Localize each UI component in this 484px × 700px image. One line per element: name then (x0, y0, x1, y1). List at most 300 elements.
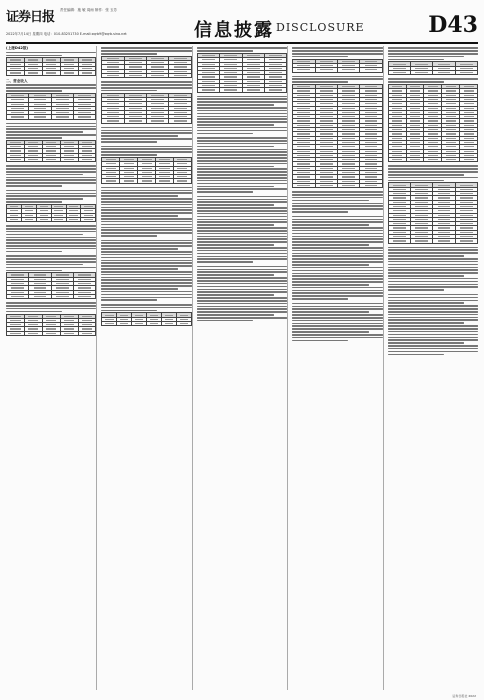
table-cell (388, 239, 410, 243)
article-columns (6, 46, 478, 690)
cell-text (460, 206, 473, 207)
text-line (388, 331, 478, 333)
text-line (101, 141, 157, 143)
table-cell (124, 73, 146, 77)
cell-text (25, 206, 33, 207)
text-line (197, 224, 274, 226)
text-line (292, 278, 382, 280)
cell-text (54, 210, 62, 211)
cell-text (365, 116, 378, 117)
cell-text (320, 185, 333, 186)
cell-text (297, 138, 310, 139)
cell-text (202, 64, 215, 65)
text-line (197, 157, 287, 159)
cell-text (392, 146, 402, 147)
table-row (102, 322, 191, 326)
text-line (388, 348, 478, 350)
cell-text (34, 108, 47, 109)
cell-text (46, 59, 56, 60)
cell-text (415, 215, 428, 216)
cell-text (428, 116, 438, 117)
cell-text (415, 64, 428, 65)
cell-text (320, 99, 333, 100)
cell-text (297, 86, 310, 87)
text-line (197, 320, 253, 322)
cell-text (151, 62, 164, 63)
text-line (101, 192, 191, 194)
cell-text (120, 315, 128, 316)
text-line (197, 280, 287, 282)
cell-text (269, 81, 282, 82)
data-table (6, 204, 96, 222)
cell-text (64, 155, 74, 156)
cell-text (247, 68, 260, 69)
text-line (6, 231, 96, 233)
cell-text (410, 116, 420, 117)
text-line (388, 50, 478, 52)
text-line (197, 130, 287, 132)
text-line (101, 227, 191, 229)
cell-text (129, 120, 142, 121)
text-line (101, 135, 178, 137)
text-line (388, 322, 465, 324)
table-cell (102, 179, 120, 183)
text-line (197, 256, 287, 258)
cell-text (320, 159, 333, 160)
cell-text (415, 227, 428, 228)
table-cell (7, 71, 25, 75)
text-line (197, 191, 253, 193)
cell-text (165, 319, 173, 320)
text-line (197, 118, 287, 120)
text-line (101, 242, 191, 244)
cell-text (129, 66, 142, 67)
cell-text (177, 176, 187, 177)
cell-text (129, 95, 142, 96)
cell-text (10, 155, 20, 156)
cell-text (365, 61, 378, 62)
table-row (102, 179, 191, 183)
cell-text (392, 120, 402, 121)
data-table (388, 84, 478, 162)
cell-text (25, 210, 33, 211)
cell-text (464, 142, 474, 143)
cell-text (34, 287, 47, 288)
cell-text (78, 287, 91, 288)
table-cell (161, 322, 176, 326)
text-line (292, 314, 382, 316)
cell-text (150, 319, 158, 320)
cell-text (460, 197, 473, 198)
text-line (292, 227, 382, 229)
text-line (6, 182, 96, 184)
article-block (197, 47, 287, 92)
cell-text (438, 202, 451, 203)
text-line (6, 201, 62, 203)
cell-text (129, 103, 142, 104)
cell-text (174, 95, 187, 96)
table-cell (406, 158, 424, 162)
cell-text (180, 323, 188, 324)
cell-text (446, 125, 456, 126)
cell-text (247, 55, 260, 56)
text-line (6, 237, 96, 239)
text-line (292, 197, 382, 199)
table-cell (7, 331, 25, 335)
table-cell (102, 73, 124, 77)
cell-text (460, 72, 473, 73)
cell-text (56, 274, 69, 275)
cell-text (365, 133, 378, 134)
cell-text (78, 108, 91, 109)
text-line (6, 242, 96, 244)
cell-text (392, 142, 402, 143)
text-line (197, 101, 287, 103)
text-line (197, 186, 274, 188)
cell-text (365, 168, 378, 169)
block-title: (上接D42版) (6, 46, 29, 50)
text-line (101, 260, 191, 262)
cell-text (410, 142, 420, 143)
text-line (292, 216, 382, 218)
table-cell (410, 239, 432, 243)
cell-text (464, 133, 474, 134)
text-line (6, 123, 96, 125)
column-1 (6, 46, 97, 690)
text-line (292, 230, 382, 232)
cell-text (393, 223, 406, 224)
cell-text (415, 202, 428, 203)
cell-text (107, 75, 120, 76)
text-line (197, 113, 287, 115)
data-table (6, 314, 96, 336)
cell-text (174, 108, 187, 109)
text-line (197, 166, 274, 168)
cell-text (438, 223, 451, 224)
cell-text (247, 81, 260, 82)
cell-text (34, 104, 47, 105)
text-line (101, 265, 191, 267)
article-block (101, 304, 191, 326)
text-line (197, 107, 287, 109)
cell-text (174, 116, 187, 117)
table-cell (455, 239, 477, 243)
text-line (197, 213, 287, 215)
cell-text (46, 150, 56, 151)
cell-text (297, 120, 310, 121)
text-line (292, 244, 369, 246)
cell-text (393, 185, 406, 186)
cell-text (392, 99, 402, 100)
cell-text (428, 112, 438, 113)
text-line (101, 268, 178, 270)
text-line (388, 174, 465, 176)
table-cell (169, 73, 191, 77)
cell-text (64, 324, 74, 325)
table-cell (293, 68, 315, 72)
cell-text (78, 116, 91, 117)
cell-text (107, 71, 120, 72)
cell-text (159, 163, 169, 164)
text-line (197, 160, 287, 162)
cell-text (84, 210, 92, 211)
cell-text (150, 315, 158, 316)
cell-text (342, 151, 355, 152)
text-line (197, 104, 274, 106)
cell-text (247, 76, 260, 77)
cell-text (28, 150, 38, 151)
cell-text (151, 103, 164, 104)
cell-text (151, 99, 164, 100)
cell-text (460, 64, 473, 65)
table-row (388, 71, 477, 75)
cell-text (410, 155, 420, 156)
article-block (101, 146, 191, 184)
cell-text (247, 64, 260, 65)
table-cell (337, 68, 359, 72)
table-cell (388, 158, 406, 162)
text-line (388, 249, 478, 251)
cell-text (46, 159, 56, 160)
cell-text (393, 240, 406, 241)
table-cell (147, 322, 162, 326)
cell-text (392, 129, 402, 130)
text-line (292, 241, 382, 243)
text-line (101, 235, 157, 237)
cell-text (78, 283, 91, 284)
cell-text (438, 64, 451, 65)
text-line (101, 248, 178, 250)
cell-text (393, 232, 406, 233)
cell-text (320, 146, 333, 147)
cell-text (320, 86, 333, 87)
text-line (388, 255, 465, 257)
text-line (101, 201, 191, 203)
cell-text (297, 116, 310, 117)
text-line (197, 303, 287, 305)
column-2 (101, 46, 192, 690)
text-line (197, 174, 287, 176)
cell-text (393, 227, 406, 228)
cell-text (46, 146, 56, 147)
cell-text (460, 215, 473, 216)
table-cell (60, 331, 78, 335)
cell-text (415, 197, 428, 198)
cell-text (124, 163, 134, 164)
text-line (388, 354, 444, 356)
table-cell (455, 71, 477, 75)
cell-text (438, 227, 451, 228)
cell-text (106, 176, 116, 177)
text-line (197, 283, 287, 285)
cell-text (34, 274, 47, 275)
text-line (6, 245, 96, 247)
cell-text (269, 72, 282, 73)
text-line (197, 180, 287, 182)
cell-text (10, 324, 20, 325)
cell-text (10, 59, 20, 60)
cell-text (64, 328, 74, 329)
text-line (101, 146, 191, 148)
cell-text (410, 103, 420, 104)
cell-text (129, 58, 142, 59)
cell-text (342, 120, 355, 121)
cell-text (460, 68, 473, 69)
cell-text (297, 90, 310, 91)
cell-text (365, 142, 378, 143)
cell-text (11, 296, 24, 297)
cell-text (46, 328, 56, 329)
table-cell (29, 294, 51, 298)
cell-text (34, 116, 47, 117)
cell-text (365, 103, 378, 104)
text-line (197, 241, 287, 243)
article-block (6, 255, 96, 299)
cell-text (129, 112, 142, 113)
text-line (101, 198, 191, 200)
cell-text (159, 172, 169, 173)
cell-text (438, 189, 451, 190)
text-line (197, 266, 287, 268)
data-table (388, 182, 478, 243)
text-line (292, 306, 382, 308)
article-block (292, 191, 382, 213)
cell-text (28, 159, 38, 160)
text-line (101, 209, 191, 211)
cell-text (82, 64, 92, 65)
cell-text (46, 316, 56, 317)
text-line (6, 228, 96, 230)
text-line (292, 194, 382, 196)
article-block (292, 76, 382, 189)
cell-text (320, 181, 333, 182)
cell-text (135, 323, 143, 324)
cell-text (224, 85, 237, 86)
cell-text (392, 116, 402, 117)
article-block (6, 302, 96, 336)
cell-text (11, 283, 24, 284)
text-line (388, 314, 478, 316)
cell-text (11, 99, 24, 100)
cell-text (34, 292, 47, 293)
text-line (292, 284, 369, 286)
text-line (197, 171, 287, 173)
cell-text (428, 142, 438, 143)
data-table (6, 272, 96, 299)
text-line (197, 286, 287, 288)
cell-text (446, 138, 456, 139)
text-line (292, 200, 369, 202)
cell-text (464, 155, 474, 156)
text-line (197, 289, 287, 291)
cell-text (320, 168, 333, 169)
cell-text (151, 58, 164, 59)
cell-text (106, 159, 116, 160)
cell-text (84, 219, 92, 220)
cell-text (297, 142, 310, 143)
table-row (7, 217, 96, 221)
text-line (388, 47, 478, 49)
cell-text (120, 323, 128, 324)
text-line (101, 148, 191, 150)
text-line (6, 177, 96, 179)
cell-text (82, 146, 92, 147)
text-line (6, 198, 83, 200)
cell-text (177, 159, 187, 160)
text-line (101, 204, 191, 206)
cell-text (446, 86, 456, 87)
cell-text (202, 59, 215, 60)
cell-text (410, 159, 420, 160)
text-line (101, 151, 191, 153)
text-line (292, 211, 348, 213)
cell-text (446, 155, 456, 156)
cell-text (297, 99, 310, 100)
text-line (388, 289, 444, 291)
cell-text (202, 72, 215, 73)
text-line (292, 78, 382, 80)
data-table (101, 157, 191, 184)
text-line (101, 130, 191, 132)
text-line (388, 317, 478, 319)
text-line (197, 308, 287, 310)
text-line (6, 267, 96, 269)
cell-text (107, 62, 120, 63)
cell-text (56, 116, 69, 117)
table-cell (24, 71, 42, 75)
cell-text (297, 61, 310, 62)
cell-text (78, 112, 91, 113)
table-row (293, 68, 382, 72)
cell-text (460, 185, 473, 186)
text-line (6, 308, 96, 310)
text-line (101, 132, 191, 134)
text-line (197, 204, 274, 206)
cell-text (107, 99, 120, 100)
article-block (101, 127, 191, 143)
cell-text (428, 90, 438, 91)
cell-text (129, 75, 142, 76)
cell-text (365, 90, 378, 91)
cell-text (464, 129, 474, 130)
data-table (6, 57, 96, 75)
cell-text (106, 180, 116, 181)
text-line (101, 307, 191, 309)
cell-text (56, 279, 69, 280)
text-line (101, 154, 157, 156)
text-line (292, 308, 382, 310)
cell-text (342, 172, 355, 173)
cell-text (10, 159, 20, 160)
cell-text (342, 65, 355, 66)
table-cell (242, 88, 264, 92)
cell-text (269, 89, 282, 90)
cell-text (82, 155, 92, 156)
cell-text (464, 103, 474, 104)
cell-text (56, 108, 69, 109)
cell-text (64, 72, 74, 73)
article-block (6, 165, 96, 187)
cell-text (365, 112, 378, 113)
cell-text (10, 219, 18, 220)
cell-text (142, 180, 152, 181)
cell-text (415, 68, 428, 69)
cell-text (56, 283, 69, 284)
cell-text (106, 163, 116, 164)
cell-text (365, 176, 378, 177)
masthead (6, 4, 478, 44)
text-line (197, 163, 287, 165)
